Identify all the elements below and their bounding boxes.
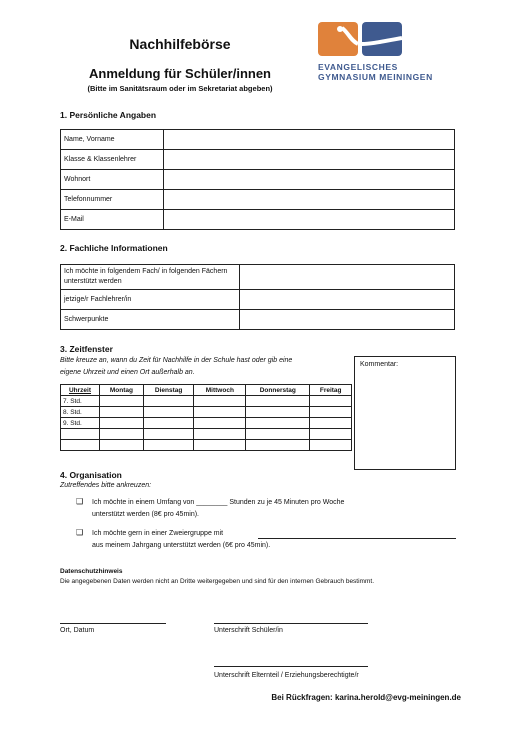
- section4-heading: 4. Organisation: [60, 470, 122, 480]
- row-label-class: Klasse & Klassenlehrer: [61, 150, 164, 170]
- row-time-label: 7. Std.: [61, 396, 100, 407]
- row-label-focus: Schwerpunkte: [61, 310, 240, 330]
- col-monday: Montag: [100, 385, 144, 396]
- phone-field[interactable]: [164, 190, 455, 210]
- name-field[interactable]: [164, 130, 455, 150]
- timeslot-cell[interactable]: [143, 407, 194, 418]
- row-label-phone: Telefonnummer: [61, 190, 164, 210]
- col-thursday: Donnerstag: [246, 385, 310, 396]
- row-time-label: 8. Std.: [61, 407, 100, 418]
- table-row: [61, 310, 455, 330]
- timeslot-cell[interactable]: [143, 418, 194, 429]
- timeslot-cell[interactable]: [143, 429, 194, 440]
- timeslot-table: [60, 384, 352, 451]
- table-row: [61, 290, 455, 310]
- timeslot-cell[interactable]: [246, 418, 310, 429]
- col-time: Uhrzeit: [61, 385, 100, 396]
- option2-line1: Ich möchte gern in einer Zweiergruppe mit: [92, 530, 224, 537]
- section1-heading: 1. Persönliche Angaben: [60, 110, 157, 120]
- logo-text: [318, 62, 433, 82]
- form-subtitle: Anmeldung für Schüler/innen: [88, 66, 271, 81]
- email-field[interactable]: [164, 210, 455, 230]
- partner-name-line[interactable]: [258, 538, 456, 539]
- col-wednesday: Mittwoch: [194, 385, 246, 396]
- table-row: [61, 150, 455, 170]
- timeslot-cell[interactable]: [310, 407, 352, 418]
- timeslot-cell[interactable]: [310, 418, 352, 429]
- col-tuesday: Dienstag: [143, 385, 194, 396]
- table-row: [61, 396, 352, 407]
- place-date-line[interactable]: [60, 623, 166, 624]
- timeslot-cell[interactable]: [310, 396, 352, 407]
- teacher-field[interactable]: [240, 290, 455, 310]
- timeslot-cell[interactable]: [194, 429, 246, 440]
- table-header-row: [61, 385, 352, 396]
- subject-info-table: [60, 264, 455, 330]
- timeslot-cell[interactable]: [246, 396, 310, 407]
- table-row: [61, 429, 352, 440]
- timeslot-cell[interactable]: [100, 429, 144, 440]
- table-row: [61, 265, 455, 290]
- page-title: Nachhilfebörse: [129, 36, 231, 52]
- section3-heading: 3. Zeitfenster: [60, 344, 113, 354]
- section2-heading: 2. Fachliche Informationen: [60, 243, 168, 253]
- table-row: [61, 130, 455, 150]
- checkbox-hourly[interactable]: ❑: [76, 497, 84, 506]
- section3-instruction-line1: Bitte kreuze an, wann du Zeit für Nachhilfe in der Schule hast oder gib eine: [60, 357, 293, 364]
- row-time-label[interactable]: [61, 440, 100, 451]
- timeslot-cell[interactable]: [246, 429, 310, 440]
- timeslot-cell[interactable]: [310, 429, 352, 440]
- row-label-email: E-Mail: [61, 210, 164, 230]
- timeslot-cell[interactable]: [194, 440, 246, 451]
- timeslot-cell[interactable]: [194, 407, 246, 418]
- table-row: [61, 407, 352, 418]
- class-field[interactable]: [164, 150, 455, 170]
- col-friday: Freitag: [310, 385, 352, 396]
- row-label-name: Name, Vorname: [61, 130, 164, 150]
- table-row: [61, 440, 352, 451]
- timeslot-cell[interactable]: [100, 440, 144, 451]
- section4-instruction: Zutreffendes bitte ankreuzen:: [60, 482, 152, 489]
- table-row: [61, 210, 455, 230]
- logo-blue-block: [362, 22, 402, 56]
- checkbox-pair-group[interactable]: ❑: [76, 528, 84, 537]
- table-row: [61, 418, 352, 429]
- comment-box[interactable]: [354, 356, 456, 470]
- timeslot-cell[interactable]: [100, 407, 144, 418]
- personal-info-table: [60, 129, 455, 230]
- subjects-field[interactable]: [240, 265, 455, 290]
- submission-note: (Bitte im Sanitätsraum oder im Sekretariat abgeben): [87, 84, 273, 93]
- section3-instruction-line2: eigene Uhrzeit und einen Ort außerhalb an.: [60, 369, 195, 376]
- parent-signature-label: Unterschrift Elternteil / Erziehungsberechtigte/r: [214, 672, 359, 679]
- row-label-teacher: jetzige/r Fachlehrer/in: [61, 290, 240, 310]
- parent-signature-line[interactable]: [214, 666, 368, 667]
- timeslot-cell[interactable]: [246, 407, 310, 418]
- timeslot-cell[interactable]: [143, 396, 194, 407]
- logo-line2: GYMNASIUM MEININGEN: [318, 72, 433, 82]
- option1-line2: unterstützt werden (8€ pro 45min).: [92, 511, 199, 518]
- row-time-label[interactable]: [61, 429, 100, 440]
- privacy-heading: Datenschutzhinweis: [60, 568, 123, 575]
- timeslot-cell[interactable]: [100, 418, 144, 429]
- focus-field[interactable]: [240, 310, 455, 330]
- contact-info: Bei Rückfragen: karina.herold@evg-meiningen.de: [271, 693, 461, 702]
- table-row: [61, 170, 455, 190]
- comment-label: Kommentar:: [360, 361, 399, 368]
- timeslot-cell[interactable]: [310, 440, 352, 451]
- row-label-residence: Wohnort: [61, 170, 164, 190]
- option2-line2: aus meinem Jahrgang unterstützt werden (6€ pro 45min).: [92, 542, 271, 549]
- row-label-subjects: Ich möchte in folgendem Fach/ in folgenden Fächern unterstützt werden: [61, 265, 240, 290]
- place-date-label: Ort, Datum: [60, 627, 95, 634]
- residence-field[interactable]: [164, 170, 455, 190]
- timeslot-cell[interactable]: [143, 440, 194, 451]
- table-row: [61, 190, 455, 210]
- school-logo: [318, 22, 458, 92]
- student-signature-label: Unterschrift Schüler/in: [214, 627, 283, 634]
- timeslot-cell[interactable]: [194, 418, 246, 429]
- student-signature-line[interactable]: [214, 623, 368, 624]
- logo-orange-block: [318, 22, 358, 56]
- timeslot-cell[interactable]: [194, 396, 246, 407]
- logo-line1: EVANGELISCHES: [318, 62, 398, 72]
- option1-line1: Ich möchte in einem Umfang von ________ Stunden zu je 45 Minuten pro Woche: [92, 499, 345, 506]
- row-time-label: 9. Std.: [61, 418, 100, 429]
- timeslot-cell[interactable]: [100, 396, 144, 407]
- privacy-text: Die angegebenen Daten werden nicht an Dritte weitergegeben und sind für den internen Gebrauch bestimmt.: [60, 578, 375, 585]
- timeslot-cell[interactable]: [246, 440, 310, 451]
